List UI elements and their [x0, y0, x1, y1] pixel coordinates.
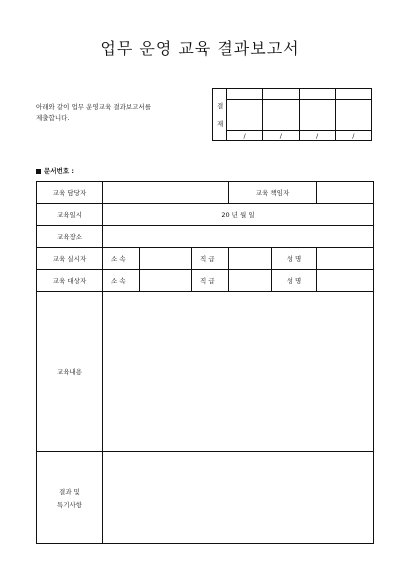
result-label-line-1: 결과 및 [59, 487, 80, 496]
intro-text [36, 102, 206, 124]
instructor-rank-field[interactable] [229, 248, 272, 270]
approval-column[interactable] [263, 89, 299, 140]
target-rank-label: 직 급 [192, 270, 229, 292]
approval-column[interactable] [300, 89, 336, 140]
approval-column[interactable] [336, 89, 371, 140]
instructor-dept-label: 소 속 [103, 248, 140, 270]
result-field[interactable] [103, 452, 374, 544]
manager-field[interactable] [103, 182, 229, 204]
approval-column[interactable] [227, 89, 263, 140]
approval-date-slash: / [352, 132, 355, 140]
approval-label [213, 89, 227, 140]
place-label: 교육장소 [37, 226, 103, 248]
place-field[interactable] [103, 226, 374, 248]
content-field[interactable] [103, 292, 374, 452]
supervisor-field[interactable] [317, 182, 374, 204]
result-label [37, 452, 103, 544]
instructor-name-field[interactable] [317, 248, 374, 270]
report-table [36, 181, 374, 544]
target-dept-label: 소 속 [103, 270, 140, 292]
supervisor-label: 교육 책임자 [229, 182, 317, 204]
approval-date-slash: / [316, 132, 319, 140]
content-label: 교육내용 [37, 292, 103, 452]
target-name-field[interactable] [317, 270, 374, 292]
instructor-rank-label: 직 급 [192, 248, 229, 270]
approval-date-slash: / [243, 132, 246, 140]
doc-number-label: 문서번호 : [44, 167, 74, 175]
intro-line-2: 제출합니다. [36, 114, 70, 122]
square-bullet-icon [36, 169, 41, 174]
target-dept-field[interactable] [140, 270, 192, 292]
approval-date-slash: / [279, 132, 282, 140]
instructor-dept-field[interactable] [140, 248, 192, 270]
datetime-field[interactable]: 20 년 월 일 [103, 204, 374, 226]
instructor-name-label: 성 명 [272, 248, 317, 270]
datetime-label: 교육일시 [37, 204, 103, 226]
intro-line-1: 아래와 같이 업무 운영교육 결과보고서를 [36, 103, 152, 111]
result-label-line-2: 특기사항 [56, 500, 83, 509]
target-label: 교육 대상자 [37, 270, 103, 292]
approval-label-bottom: 재 [217, 120, 224, 128]
approval-label-top: 결 [217, 102, 224, 110]
approval-box [212, 88, 372, 141]
target-rank-field[interactable] [229, 270, 272, 292]
target-name-label: 성 명 [272, 270, 317, 292]
manager-label: 교육 담당자 [37, 182, 103, 204]
page-title: 업무 운영 교육 결과보고서 [100, 39, 300, 58]
instructor-label: 교육 실시자 [37, 248, 103, 270]
doc-number [36, 166, 74, 175]
